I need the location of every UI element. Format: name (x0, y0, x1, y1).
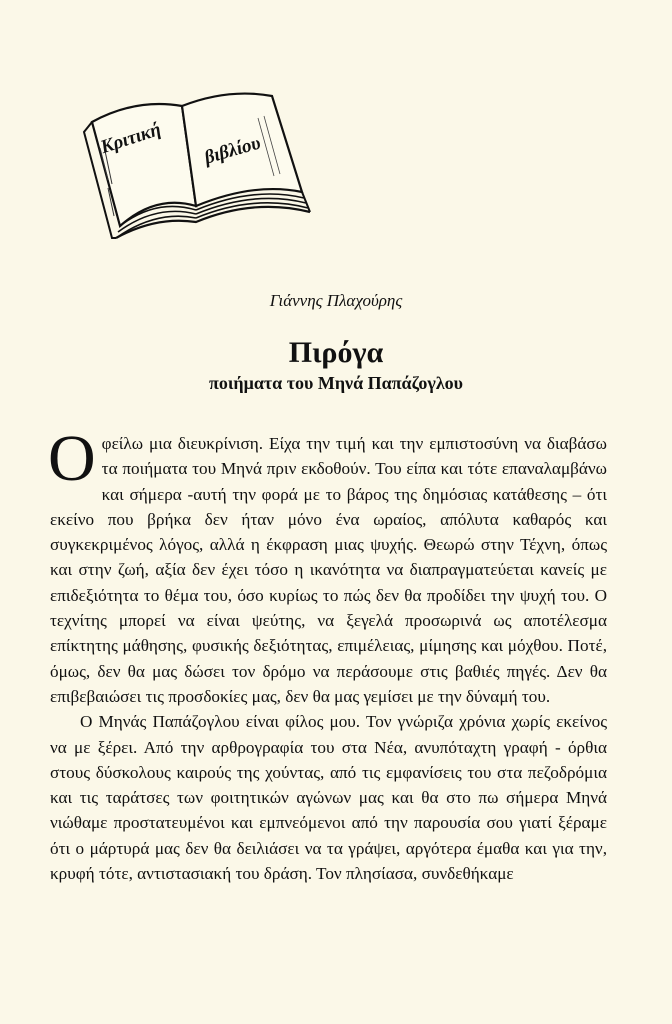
author-name: Γιάννης Πλαχούρης (269, 291, 403, 310)
paragraph-1-container (48, 422, 607, 709)
open-book-icon (78, 88, 318, 248)
paragraph-1: φείλω μια διευκρίνιση. Είχα την τιμή και την εμπιστοσύνη να διαβάσω τα ποιήματα του Μηνά πριν εκδοθούν. Του είπα και τότε επαναλαμβάνω και σήμερα -αυτή την φορά με το βάρος της δημόσιας κατάθεσης – ότι εκείνο που βρήκα δεν ήταν μόνο ένα ωραίος, απόλυτα καθαρός και συγκεκριμένος λόγος, αλλά η έκφραση μιας ψυχής. Θεωρώ στην Τέχνη, όπως και στην ζωή, αξία δεν έχει τόσο η ικανότητα να διαπραγματεύεται κανείς με επιδεξιότητα το θέμα του, όσο κυρίως το πώς δεν θα προδίδει την ψυχή του. Ο τεχνίτης μπορεί να είναι ψεύτης, να ξεγελά προσωρινά ως αποτέλεσμα επίκτητης μάθησης, φυσικής δεξιότητας, επιμέλειας, μίμησης και μόχθου. Ποτέ, όμως, δεν θα μας δώσει τον δρόμο να περάσουμε στις βαθιές πηγές. Δεν θα επιβεβαιώσει τις προσδοκίες μας, δεν θα μας γεμίσει με την δύναμή του. (50, 434, 607, 706)
drop-cap: Ο (48, 422, 96, 495)
article-title: Πιρόγα (288, 336, 384, 369)
article-body (48, 422, 607, 886)
paragraph-2: Ο Μηνάς Παπάζογλου είναι φίλος μου. Τον γνώριζα χρόνια χωρίς εκείνος να με ξέρει. Από την αρθρογραφία του στα Νέα, ανυπόταχτη γραφή - όρθια στους δύσκολους καιρούς της χούντας, από τις εμφανίσεις του στα πεζοδρόμια και τις ταράτσες των φοιτητικών αγώνων μας και θα στο πω σήμερα Μηνά νιώθαμε προστατευμένοι και εμπνεόμενοι από την παρουσία σου γιατί ξέραμε ότι ο μάρτυρά μας δεν θα δειλιάσει να τα γράψει, αργότερα έμαθα και για την, κρυφή τότε, αντιστασιακή του δράση. Τον πλησίασα, συνδεθήκαμε (50, 712, 607, 884)
logo-word-bottom: βιβλίου (202, 132, 263, 169)
logo-word-top: Κριτική (98, 118, 164, 159)
book-logo (78, 88, 318, 248)
article-subtitle: ποιήματα του Μηνά Παπάζογλου (208, 373, 464, 393)
